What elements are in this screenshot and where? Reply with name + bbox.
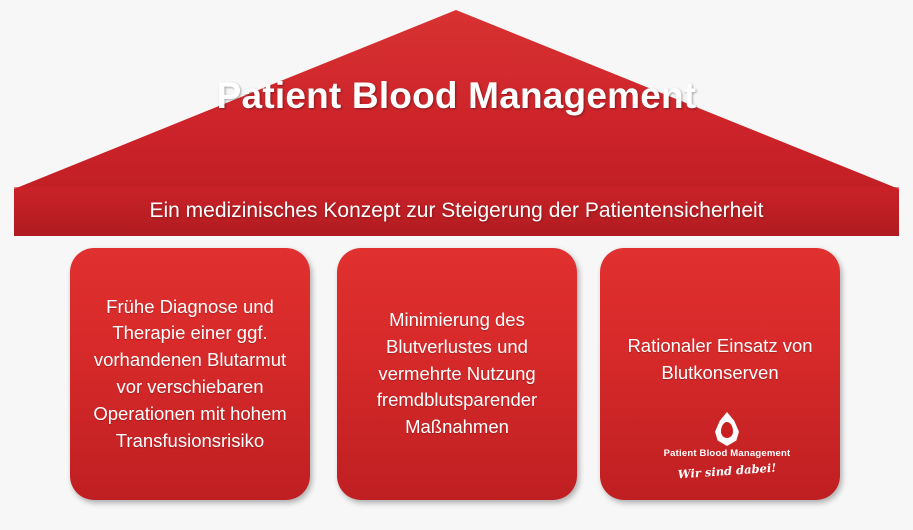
logo-slogan: Wir sind dabei! bbox=[677, 460, 777, 482]
logo-name: Patient Blood Management bbox=[663, 448, 791, 459]
pillar-2 bbox=[337, 248, 577, 500]
pillar-2-text: Minimierung des Blutverlustes und vermehrte Nutzung fremdblutsparender Maßnahmen bbox=[376, 308, 538, 438]
blood-drop-icon bbox=[714, 412, 740, 446]
diagram-subtitle: Ein medizinisches Konzept zur Steigerung der Patientensicherheit bbox=[149, 199, 764, 222]
pbm-logo bbox=[632, 416, 822, 494]
roof-svg bbox=[14, 6, 899, 236]
diagram-title: Patient Blood Management bbox=[216, 75, 697, 116]
pillars-group bbox=[0, 248, 913, 518]
pillar-3 bbox=[600, 248, 840, 500]
roof-shape bbox=[14, 6, 899, 236]
pillar-3-text: Rationaler Einsatz von Blutkonserven bbox=[627, 335, 813, 383]
pillar-1 bbox=[70, 248, 310, 500]
pillar-1-text: Frühe Diagnose und Therapie einer ggf. vorhandenen Blutarmut vor verschiebaren Operationen mit hohem Transfusionsrisiko bbox=[93, 295, 287, 451]
